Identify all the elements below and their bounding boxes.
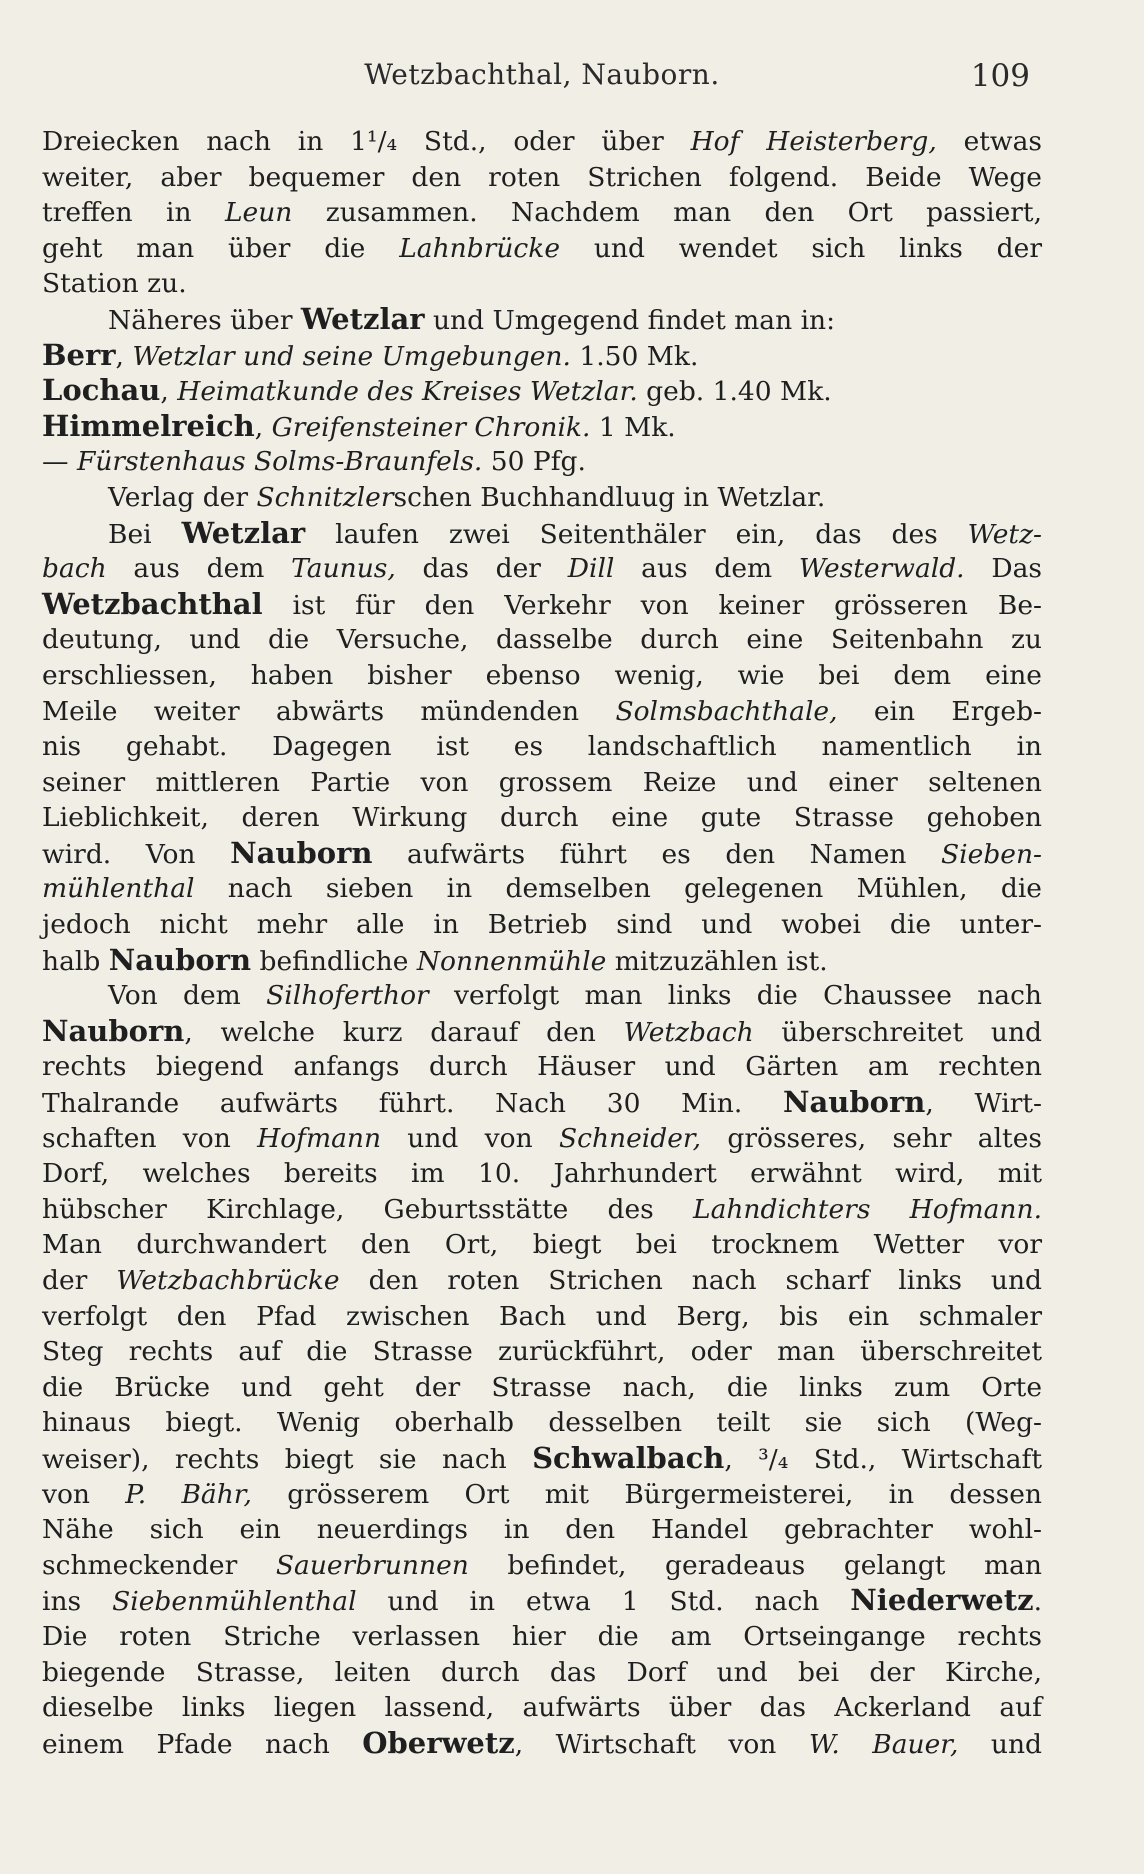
text-span: schen Buchhandluug in Wetzlar. (393, 481, 826, 513)
text-line (42, 1121, 1042, 1157)
text-line (42, 1263, 1042, 1299)
text-span: Von dem (108, 980, 267, 1012)
text-span: weiter, aber bequemer den roten Strichen folgend. Beide Wege (42, 161, 1042, 193)
text-line (42, 1512, 1042, 1548)
text-span: ein Ergeb- (837, 695, 1042, 727)
text-line (42, 409, 1042, 445)
text-span: befindliche (251, 945, 417, 977)
text-line (42, 160, 1042, 196)
text-span: Verlag der (108, 481, 257, 513)
text-span: grösserem Ort mit Bürgermeisterei, in dessen (251, 1478, 1042, 1510)
text-span: dieselbe links liegen lassend, aufwärts über das Ackerland auf (42, 1692, 1042, 1724)
text-span: Bei (108, 518, 182, 550)
text-line (42, 1655, 1042, 1691)
text-line (42, 480, 1042, 516)
text-line (42, 658, 1042, 694)
text-span: den roten Strichen nach scharf links und (339, 1265, 1042, 1296)
text-line (42, 1370, 1042, 1406)
text-line (42, 195, 1042, 231)
text-span: Std., oder über (397, 126, 691, 157)
text-line (42, 124, 1042, 160)
italic-text: Hofmann (257, 1122, 382, 1154)
text-span: , Wirtschaft von (514, 1728, 809, 1760)
text-line (42, 1477, 1042, 1513)
text-span: , (724, 1443, 759, 1475)
text-span: Näheres über (108, 304, 301, 336)
text-line (42, 800, 1042, 836)
text-span: einem Pfade nach (42, 1728, 363, 1760)
italic-text: Sieben- (941, 838, 1043, 870)
text-span: befindet, geradeaus gelangt man (468, 1549, 1042, 1581)
text-span: und Umgegend findet man in: (424, 304, 836, 336)
bold-place-name: Nauborn (230, 835, 373, 870)
italic-text: Schneider, (558, 1122, 702, 1154)
text-span: treffen in (42, 197, 225, 229)
text-span: , welche kurz darauf den (184, 1016, 624, 1048)
text-span: seiner mittleren Partie von grossem Reize und einer seltenen (42, 766, 1042, 798)
text-span: weiser), rechts biegt sie nach (42, 1443, 533, 1475)
text-span: nach sieben in demselben gelegenen Mühlen, die (194, 873, 1042, 905)
text-line (42, 587, 1042, 623)
text-line (42, 907, 1042, 943)
text-span: verfolgt man links die Chaussee nach (428, 980, 1042, 1012)
text-span: ³/₄ (758, 1443, 789, 1475)
text-line (42, 622, 1042, 658)
text-span: ins (42, 1586, 113, 1618)
text-span: ¹/₄ (366, 126, 398, 157)
text-span: geb. 1.40 Mk. (637, 376, 832, 408)
text-span: , Wirt- (925, 1088, 1042, 1120)
text-span: Station zu. (42, 268, 187, 300)
italic-text: Dill (567, 553, 615, 585)
text-line (42, 836, 1042, 872)
text-line (42, 1156, 1042, 1192)
text-line (42, 1014, 1042, 1050)
italic-text: Nonnenmühle (416, 945, 607, 977)
text-span: verfolgt den Pfad zwischen Bach und Berg, bis ein schmaler (42, 1300, 1042, 1332)
text-span: 50 Pfg. (482, 446, 586, 478)
text-span: der (42, 1265, 117, 1296)
text-span: halb (42, 945, 109, 977)
italic-text: P. Bähr, (125, 1478, 252, 1510)
italic-text: Hof Heisterberg, (690, 126, 937, 157)
text-span: , (254, 411, 272, 443)
text-line (42, 871, 1042, 907)
italic-text: Lahndichters Hofmann. (692, 1193, 1042, 1225)
text-span: , (115, 340, 133, 372)
text-span: Die roten Striche verlassen hier die am Ortseingange rechts (42, 1620, 1042, 1652)
bold-place-name: Berr (42, 337, 116, 372)
text-line (42, 1619, 1042, 1655)
italic-text: Wetzbachbrücke (116, 1265, 340, 1296)
text-span: die Brücke und geht der Strasse nach, die links zum Orte (42, 1371, 1042, 1403)
text-span: und (958, 1728, 1043, 1760)
italic-text: Heimatkunde des Kreises Wetzlar. (177, 376, 638, 408)
text-span: laufen zwei Seitenthäler ein, das des (305, 518, 968, 550)
text-span: von (42, 1478, 126, 1510)
page-header (42, 58, 1042, 98)
text-span: Lieblichkeit, deren Wirkung durch eine gute Strasse gehoben (42, 802, 1042, 834)
text-span: erschliessen, haben bisher ebenso wenig, wie bei dem eine (42, 659, 1042, 691)
text-span: Man durchwandert den Ort, biegt bei trocknem Wetter vor (42, 1229, 1042, 1261)
page-number: 109 (970, 58, 1030, 94)
text-span: Dreiecken nach in 1 (42, 126, 367, 157)
italic-text: Wetz- (967, 518, 1042, 550)
text-span: aus dem (106, 553, 292, 585)
text-span: jedoch nicht mehr alle in Betrieb sind und wobei die unter- (42, 909, 1042, 941)
text-line (42, 1085, 1042, 1121)
bold-place-name: Nauborn (782, 1085, 926, 1120)
text-span: überschreitet und (753, 1016, 1042, 1048)
text-span: Thalrande aufwärts führt. Nach 30 Min. (42, 1088, 783, 1120)
text-span: wird. Von (42, 838, 231, 870)
text-span: geht man über die (42, 232, 400, 264)
text-span: Std., Wirtschaft (788, 1443, 1042, 1475)
text-span: hinaus biegt. Wenig oberhalb desselben teilt sie sich (Weg- (42, 1407, 1042, 1439)
text-span: zusammen. Nachdem man den Ort passiert, (292, 197, 1042, 229)
italic-text: Westerwald. (798, 553, 965, 585)
bold-place-name: Schwalbach (532, 1440, 725, 1475)
text-line (42, 551, 1042, 587)
text-span: und in etwa 1 Std. nach (356, 1586, 851, 1618)
text-span: schmeckender (42, 1549, 276, 1581)
italic-text: Sauerbrunnen (275, 1549, 469, 1581)
text-span: schaften von (42, 1122, 258, 1154)
bold-place-name: Nauborn (108, 942, 252, 977)
italic-text: Wetzlar und seine Umgebungen. (132, 340, 571, 372)
text-span: Das (964, 553, 1042, 585)
text-line (42, 729, 1042, 765)
text-span: das der (395, 553, 568, 585)
italic-text: Fürstenhaus Solms-Braunfels. (76, 446, 483, 478)
text-line (42, 1726, 1042, 1762)
italic-text: W. Bauer, (808, 1728, 959, 1760)
italic-text: Leun (224, 197, 293, 229)
text-span: 1.50 Mk. (570, 340, 699, 372)
text-line (42, 266, 1042, 302)
text-line (42, 1227, 1042, 1263)
text-line (42, 231, 1042, 267)
text-span: , (160, 376, 178, 408)
bold-place-name: Lochau (42, 373, 161, 408)
text-line (42, 765, 1042, 801)
text-line (42, 1049, 1042, 1085)
text-span: Meile weiter abwärts mündenden (42, 695, 616, 727)
text-line (42, 1192, 1042, 1228)
italic-text: bach (42, 553, 107, 585)
italic-text: Siebenmühlenthal (112, 1586, 357, 1618)
italic-text: Schnitzler (256, 481, 394, 513)
bold-place-name: Niederwetz (850, 1583, 1034, 1618)
italic-text: Taunus, (291, 553, 396, 585)
text-span: und wendet sich links der (560, 232, 1042, 264)
text-span: und von (381, 1122, 559, 1154)
text-span: aufwärts führt es den Namen (372, 838, 942, 870)
text-span: Steg rechts auf die Strasse zurückführt, oder man überschreitet (42, 1336, 1042, 1368)
text-span: . (1033, 1586, 1042, 1618)
text-span: hübscher Kirchlage, Geburtsstätte des (42, 1193, 693, 1225)
body-text (42, 124, 1042, 1761)
bold-place-name: Wetzbachthal (42, 586, 263, 621)
text-span: — (42, 446, 77, 478)
text-line (42, 302, 1042, 338)
text-span: Nähe sich ein neuerdings in den Handel gebrachter wohl- (42, 1514, 1042, 1546)
text-line (42, 1690, 1042, 1726)
running-title: Wetzbachthal, Nauborn. (364, 58, 720, 91)
text-line (42, 1583, 1042, 1619)
text-line (42, 373, 1042, 409)
bold-place-name: Wetzlar (300, 301, 425, 336)
text-span: aus dem (614, 553, 799, 585)
text-line (42, 1334, 1042, 1370)
text-span: rechts biegend anfangs durch Häuser und Gärten am rechten (42, 1051, 1042, 1083)
italic-text: Lahnbrücke (399, 232, 561, 264)
bold-place-name: Himmelreich (42, 408, 255, 443)
text-line (42, 1405, 1042, 1441)
text-line (42, 1299, 1042, 1335)
text-span: deutung, und die Versuche, dasselbe durch eine Seitenbahn zu (42, 624, 1042, 656)
bold-place-name: Wetzlar (181, 515, 306, 550)
italic-text: Silhoferthor (266, 980, 429, 1012)
text-span: 1 Mk. (590, 411, 676, 443)
text-span: biegende Strasse, leiten durch das Dorf und bei der Kirche, (42, 1656, 1042, 1688)
bold-place-name: Nauborn (42, 1013, 185, 1048)
italic-text: Greifensteiner Chronik. (271, 411, 591, 443)
text-line (42, 694, 1042, 730)
text-span: Dorf, welches bereits im 10. Jahrhundert erwähnt wird, mit (42, 1158, 1042, 1190)
text-span: mitzuzählen ist. (606, 945, 828, 977)
text-line (42, 516, 1042, 552)
text-line (42, 1441, 1042, 1477)
text-line (42, 444, 1042, 480)
text-line (42, 338, 1042, 374)
text-span: nis gehabt. Dagegen ist es landschaftlich namentlich in (42, 731, 1042, 763)
text-span: grösseres, sehr altes (701, 1122, 1042, 1154)
text-line (42, 1548, 1042, 1584)
bold-place-name: Oberwetz (362, 1725, 515, 1760)
text-line (42, 943, 1042, 979)
text-span: etwas (936, 126, 1042, 157)
text-line (42, 978, 1042, 1014)
italic-text: mühlenthal (42, 873, 195, 905)
italic-text: Wetzbach (623, 1016, 754, 1048)
text-span: ist für den Verkehr von keiner grösseren Be- (262, 589, 1042, 621)
italic-text: Solmsbachthale, (615, 695, 838, 727)
